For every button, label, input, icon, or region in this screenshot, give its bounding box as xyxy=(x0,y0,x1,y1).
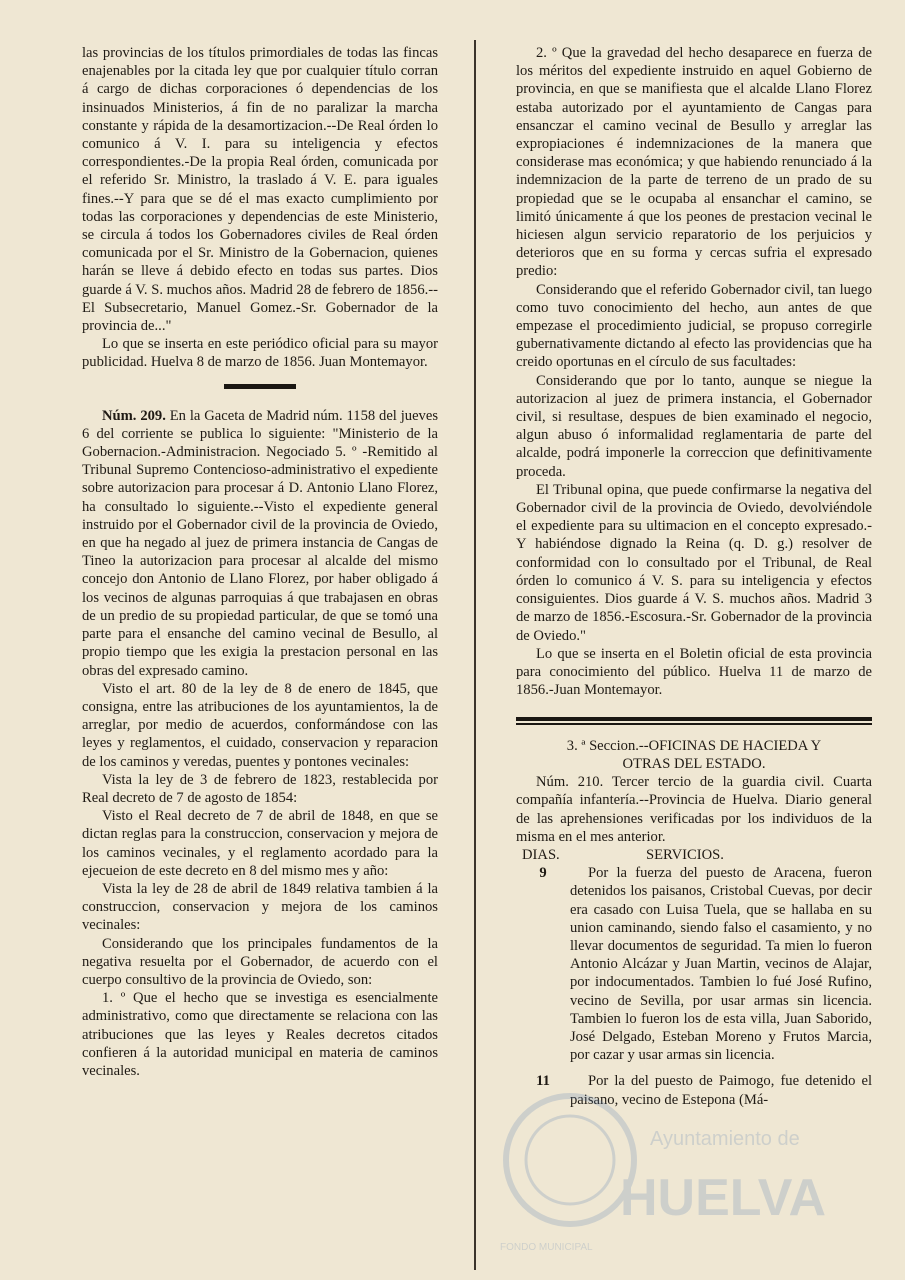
section-heading-line-1: 3. ª Seccion.--OFICINAS DE HACIEDA Y xyxy=(566,737,822,754)
short-rule xyxy=(224,384,296,389)
paragraph-tribunal: El Tribunal opina, que puede confirmarse la negativa del Gobernador civil de la provincia de Oviedo, devolviéndole el expediente para su ultimacion en el concepto expresado.-Y habiéndose dignado la Reina (q. D. g.) resolver de conformidad con lo consultado por el Tribunal, de Real órden lo comunico á V. S. para su inteligencia y efectos consiguientes. Dios guarde á V. S. muchos años. Madrid 3 de marzo de 1856.-Escosura.-Sr. Gobernador de la provincia de Oviedo." xyxy=(516,481,872,644)
watermark-text-2: HUELVA xyxy=(620,1169,827,1227)
entry-text: Por la del puesto de Paimogo, fue detenido el paisano, vecino de Estepona (Má- xyxy=(570,1073,872,1108)
paragraph-vista-1823: Vista la ley de 3 de febrero de 1823, restablecida por Real decreto de 7 de agosto de 1854: xyxy=(82,771,438,806)
notice-210-number: Núm. 210. xyxy=(536,774,604,791)
left-column xyxy=(82,44,438,1080)
left-paragraph-1: las provincias de los títulos primordiales de todas las fincas enajenables por la citada ley que por cualquier título corran á cargo de dichas corporaciones ó dependencias de los insinuados Ministerios, á fin de no paralizar la marcha constante y rápida de la desamortizacion.--De Real órden lo comunico á V. I. para su inteligencia y efectos correspondientes.-De la propia Real órden, comunicada por el referido Sr. Ministro, la traslado á V. E. para iguales fines.--Y para que se dé el mas exacto cumplimiento por todas las corporaciones y dependencias de este Ministerio, se circula á todos los Gobernadores civiles de Real órden comunicada por el Sr. Ministro de la Gobernacion, quienes harán se lleve á debido efecto en todas sus partes. Dios guarde á V. S. muchos años. Madrid 28 de febrero de 1856.--El Subsecretario, Manuel Gomez.-Sr. Gobernador de la provincia de..." xyxy=(82,45,438,335)
paragraph-visto-art80: Visto el art. 80 de la ley de 8 de enero de 1845, que consigna, entre las atribuciones de los ayuntamientos, la de arreglar, por medio de acuerdos, conformándose con las leyes y reglamentos, el cuidado, conservacion y reparacion de los caminos y veredas, puentes y pontones vecinales: xyxy=(82,680,438,770)
right-column xyxy=(516,44,872,1109)
notice-210 xyxy=(516,773,872,846)
section-rule xyxy=(516,717,872,725)
paragraph-considerando-2: Considerando que el referido Gobernador civil, tan luego como tuvo conocimiento del hecho, aun antes de que empezase el procedimiento judicial, se propuso corregirle gubernativamente dictando al efecto las providencias que ha creido oportunas en el círculo de sus facultades: xyxy=(516,281,872,371)
section-rule-thin xyxy=(516,723,872,725)
paragraph-item-1: 1. º Que el hecho que se investiga es esencialmente administrativo, como que directamente se relaciona con las atribuciones que las leyes y Reales decretos citados confieren á la autoridad municipal en materia de caminos vecinales. xyxy=(82,990,438,1079)
service-entry xyxy=(516,864,872,1064)
left-paragraph-2: Lo que se inserta en este periódico oficial para su mayor publicidad. Huelva 8 de marzo de 1856. Juan Montemayor. xyxy=(82,336,438,371)
column-divider xyxy=(474,40,476,1270)
watermark-text-3: FONDO MUNICIPAL xyxy=(500,1242,593,1253)
paragraph-vista-1849: Vista la ley de 28 de abril de 1849 relativa tambien á la construccion, conservacion y mejora de los caminos vecinales: xyxy=(82,880,438,934)
servicios-header: SERVICIOS. xyxy=(646,847,724,864)
notice-209-text: En la Gaceta de Madrid núm. 1158 del jueves 6 del corriente se publica lo siguiente: "Ministerio de la Gobernacion.-Administracion. Negociado 5. º -Remitido al Tribunal Supremo Contencioso-administrativo el expediente sobre autorizacion para procesar á D. Antonio Llano Florez, ha consultado lo siguiente.--Visto el expediente general instruido por el Gobernador civil de la provincia de Oviedo, en que ha negado al juez de primera instancia de Cangas de Tineo la autorizacion para procesar al alcalde del mismo concejo don Antonio de Llano Florez, por haber obligado á los vecinos de algunas parroquias á que trabajasen en obras de un predio de su propiedad particular, de que se tomó una parte para el ensanche del camino vecinal de Besullo, al propio tiempo que les exigia la prestacion personal en las obras del expresado camino. xyxy=(82,407,438,679)
dias-header: DIAS. xyxy=(522,847,560,864)
table-header xyxy=(516,846,872,864)
section-rule-thick xyxy=(516,717,872,721)
notice-209 xyxy=(82,407,438,680)
paragraph-visto-1848: Visto el Real decreto de 7 de abril de 1848, en que se dictan reglas para la construccion, conservacion y mejora de los caminos vecinales, y el reglamento acordado para la ejecueion de este decreto en 8 del mismo mes y año: xyxy=(82,808,438,879)
entry-day: 9 xyxy=(539,865,547,882)
paragraph-inserta: Lo que se inserta en el Boletin oficial de esta provincia para conocimiento del público. Huelva 11 de marzo de 1856.-Juan Montemayor. xyxy=(516,645,872,699)
entry-text: Por la fuerza del puesto de Aracena, fueron detenidos los paisanos, Cristobal Cuevas, por decir era casado con Luisa Tuela, que se hallaba en su union caminando, siendo falso el casamiento, y no llevar documentos de seguridad. Ta mien lo fueron Antonio Alcázar y Juan Martin, vecinos de Alajar, por indocumentados. Tambien lo fué José Rufino, vecino de Sevilla, por usar armas sin licencia. Tambien lo fueron los de esta villa, Juan Saborido, José Delgado, Esteban Moreno y Frutos Marcia, por cazar y usar armas sin licencia. xyxy=(570,865,872,1064)
section-heading-line-2: OTRAS DEL ESTADO. xyxy=(622,756,766,773)
paragraph-considerando-3: Considerando que por lo tanto, aunque se niegue la autorizacion al juez de primera instancia, el Gobernador civil, si resultase, despues de bien examinado el negocio, algun abuso ó informalidad reglamentaria de parte del alcalde, podrá imponerle la correccion que definitivamente proceda. xyxy=(516,372,872,480)
watermark-text-1: Ayuntamiento de xyxy=(650,1128,800,1150)
notice-209-number: Núm. 209. xyxy=(102,407,166,424)
paragraph-considerando-1: Considerando que los principales fundamentos de la negativa resuelta por el Gobernador, de acuerdo con el cuerpo consultivo de la provincia de Oviedo, son: xyxy=(82,935,438,988)
municipal-seal-watermark xyxy=(500,1040,827,1270)
seal-inner-ring xyxy=(526,1116,614,1204)
entry-day: 11 xyxy=(536,1073,550,1090)
paragraph-item-2: 2. º Que la gravedad del hecho desaparece en fuerza de los méritos del expediente instruido en aquel Gobierno de provincia, en que se manifiesta que el alcalde Llano Florez estaba autorizado por el ayuntamiento de Cangas para ensanczar el camino vecinal de Besullo y arreglar las expropiaciones é indemnizaciones de la manera que considerase mas económica; y que habiendo renunciado á la indemnizacion de la parte de terreno de un prado de su propiedad que se le ocupaba al ensanchar el camino, se limitó únicamente á que los peones de prestacion vecinal le hiciesen algun servicio reparatorio de los perjuicios y deterioros que en su forma y cercas sufria el expresado predio: xyxy=(516,45,872,280)
notice-210-text: Tercer tercio de la guardia civil. Cuarta compañía infantería.--Provincia de Huelva. Diario general de las aprehensiones verificadas por los individuos de la misma en el mes anterior. xyxy=(516,774,872,845)
